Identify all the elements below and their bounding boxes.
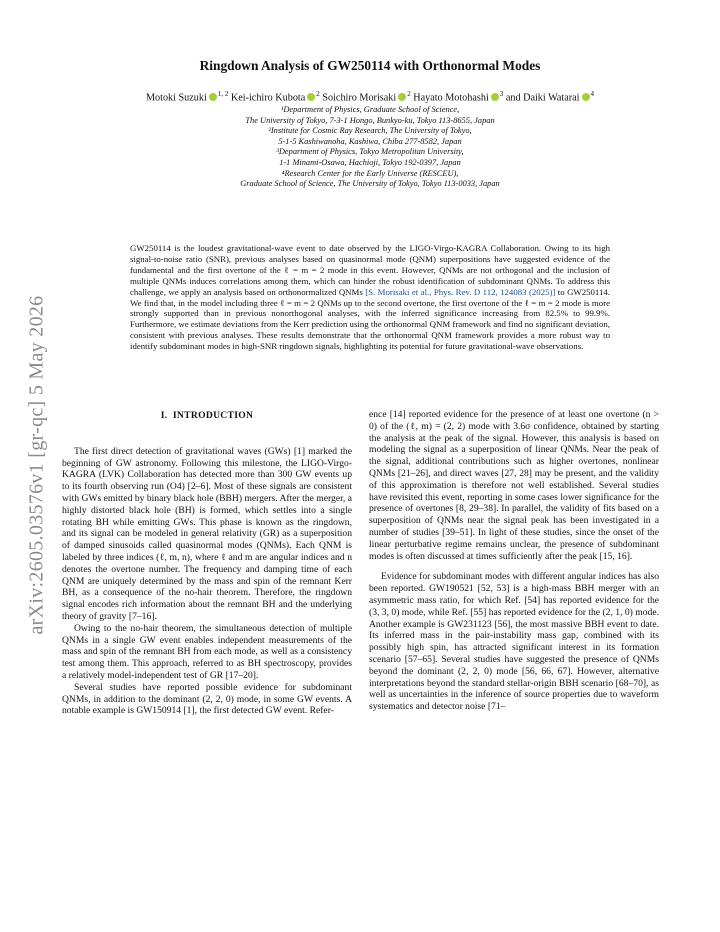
author-list [70, 90, 670, 103]
right-column [369, 409, 659, 713]
affiliation-line: ⁴Research Center for the Early Universe (RESCEU), [281, 168, 459, 178]
affiliation-line: The University of Tokyo, 7-3-1 Hongo, Bunkyo-ku, Tokyo 113-8655, Japan [245, 115, 495, 125]
section-title: INTRODUCTION [172, 410, 254, 421]
author-affil-mark: 3 [499, 90, 504, 98]
abstract-text: GW250114 is the loudest gravitational-wave event to date observed by the LIGO-Virgo-KAGRA Collaboration. Owing to its high signal-to-noise ratio (SNR), previous analyses based on quasinormal mode (QNM) superpositions have suggested evidence of the fundamental and the first overtone of the ℓ = m = 2 mode in this event. However, QNMs are not orthogonal and the inclusion of multiple QNMs induces correlations among them, which can hinder the robust identification of subdominant QNMs. To address this challenge, we apply an analysis based on orthonormalized QNMs [130, 243, 610, 297]
section-heading [62, 410, 352, 422]
orcid-icon[interactable] [307, 93, 315, 101]
body-paragraph: Several studies have reported possible evidence for subdominant QNMs, in addition to the dominant (2, 2, 0) mode, in some GW events. A notable example is GW150914 [1], the first detected GW event. Refer- [62, 681, 352, 717]
author-affil-mark: 2 [407, 90, 411, 98]
body-paragraph: Evidence for subdominant modes with different angular indices has also been reported. GW190521 [52, 53] is a high-mass BBH merger with an asymmetric mass ratio, for which Ref. [54] has reported evidence for the (3, 3, 0) mode, while Ref. [55] has reported evidence for the (2, 1, 0) mode. Another example is GW231123 [56], the most massive BBH event to date. Its inferred mass in the pair-instability mass gap, combined with its possibly high spin, has attracted significant interest in its formation scenario [57–65]. Several studies have suggested the presence of QNMs beyond the dominant (2, 2, 0) mode [56, 66, 67]. However, alternative interpretations beyond the standard stellar-origin BBH scenario [68–70], as well as uncertainties in the inference of source properties due to waveform systematics and detector noise [71– [369, 571, 659, 713]
affiliation-line: Graduate School of Science, The University of Tokyo, Tokyo 113-0033, Japan [240, 179, 500, 189]
affiliation-list [100, 105, 640, 190]
left-column [62, 410, 352, 717]
affiliation-line: 5-1-5 Kashiwanoha, Kashiwa, Chiba 277-8582, Japan [278, 136, 462, 146]
orcid-icon[interactable] [491, 93, 499, 101]
author-conjunction: and [505, 92, 521, 104]
author-affil-mark: 2 [316, 90, 320, 98]
author-affil-mark: 4 [590, 90, 595, 98]
body-paragraph: The first direct detection of gravitational waves (GWs) [1] marked the beginning of GW astronomy. Following this milestone, the LIGO-Virgo-KAGRA (LVK) Collaboration has detected more than 300 GW events up to its fourth observing run (O4) [2–6]. Most of these signals are consistent with GWs emitted by binary black hole (BBH) mergers. After the merger, a highly distorted black hole (BH) is formed, which settles into a single rotating BH while emitting GWs. This phase is known as the ringdown, and its signal can be modeled in general relativity (GR) as a superposition of damped sinusoids called quasinormal modes (QNMs). Each QNM is labeled by three indices (ℓ, m, n), where ℓ and m are angular indices and n denotes the overtone number. The frequency and damping time of each QNM are uniquely determined by the mass and spin of the remnant Kerr BH, as a consequence of the no-hair theorem. Therefore, the ringdown signal encodes rich information about the remnant BH and the underlying theory of gravity [7–16]. [62, 445, 352, 622]
author-name: Motoki Suzuki [145, 92, 207, 104]
affiliation-line: ²Institute for Cosmic Ray Research, The University of Tokyo, [268, 126, 472, 136]
section-number: I. [160, 410, 168, 421]
affiliation-line: ³Department of Physics, Tokyo Metropolitan University, [276, 147, 464, 157]
abstract [130, 243, 610, 352]
affiliation-line: 1-1 Minami-Osawa, Hachioji, Tokyo 192-0397, Japan [279, 157, 461, 167]
affiliation-line: ¹Department of Physics, Graduate School of Science, [280, 105, 460, 114]
author-affil-mark: 1, 2 [217, 90, 229, 98]
orcid-icon[interactable] [398, 93, 406, 101]
author-name: Daiki Watarai [523, 92, 580, 104]
arxiv-id-label[interactable]: arXiv:2605.03576v1 [gr-qc] 5 May 2026 [25, 295, 48, 635]
abstract-reference-link[interactable]: [S. Morisaki et al., Phys. Rev. D 112, 124083 (2025)] [365, 286, 556, 297]
abstract-text: to GW250114. We find that, in the model including three ℓ = m = 2 QNMs up to the second overtone, the first overtone of the ℓ = m = 2 mode is more strongly supported than in previous nonorthogonal analyses, with the inferred significance increasing from 82.5% to 99.9%. Furthermore, we estimate deviations from the Kerr prediction using the orthonormal QNM framework and find no significant deviation, consistent with previous analyses. These results demonstrate that the orthonormal QNM framework provides a more robust way to identify subdominant modes in high-SNR ringdown signals, highlighting its potential for future gravitational-wave observations. [130, 286, 610, 352]
body-paragraph: Owing to the no-hair theorem, the simultaneous detection of multiple QNMs in a single GW event enables independent measurements of the mass and spin of the remnant BH from each mode, as well as a consistency test among them. This approach, referred to as BH spectroscopy, provides a relatively model-independent test of GR [17–20]. [62, 622, 352, 681]
paper-title: Ringdown Analysis of GW250114 with Orthonormal Modes [199, 58, 541, 73]
orcid-icon[interactable] [209, 93, 217, 101]
author-name: Kei-ichiro Kubota [230, 92, 306, 104]
author-name: Soichiro Morisaki [322, 92, 397, 104]
body-paragraph: ence [14] reported evidence for the presence of at least one overtone (n > 0) of the (ℓ, m) = (2, 2) mode with 3.6σ confidence, obtained by starting the analysis at the peak of the signal. However, this analysis is based on modeling the signal as a superposition of linear QNMs. Near the peak of the signal, additional contributions such as higher overtones, nonlinear QNMs [21–26], and direct waves [27, 28] may be present, and the validity of this approximation is therefore not well established. Several studies have revisited this event, reporting in some cases lower significance for the presence of overtones [8, 29–38]. In parallel, the validity of fits based on a superposition of QNMs near the signal peak has been investigated in a number of studies [39–51]. In light of these studies, since the onset of the linear perturbative regime remains unclear, the presence of subdominant modes is often discussed at times sufficiently after the peak [15, 16]. [369, 409, 659, 562]
orcid-icon[interactable] [582, 93, 590, 101]
author-name: Hayato Motohashi [413, 92, 489, 104]
arxiv-sidebar-stamp [20, 255, 54, 675]
